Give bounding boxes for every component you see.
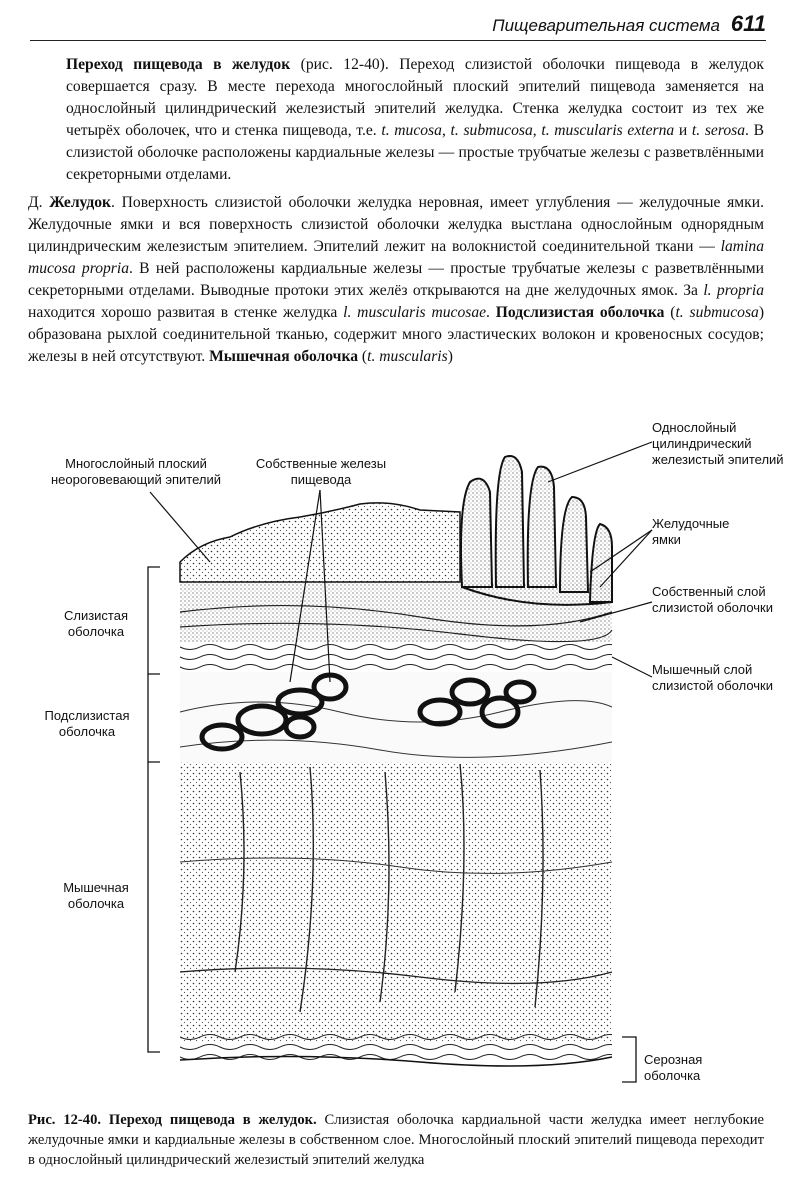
- text-run: . В ней расположены кардиальные железы — простые трубчатые железы с разветвлёнными секреторными отделами. Выводные протоки этих желёз открываются на дне желудочных ямок. За: [28, 260, 764, 299]
- paragraph-transition: [66, 54, 764, 186]
- latin-term: l. muscularis mucosae: [343, 304, 487, 321]
- figure-caption: [28, 1110, 764, 1170]
- text-run: ,: [441, 122, 451, 139]
- latin-term: t. muscularis externa: [541, 122, 675, 139]
- bold-term: Мышечная оболочка: [209, 348, 359, 365]
- histology-figure: [0, 412, 794, 1102]
- caption-label: Рис. 12-40. Переход пищевода в желудок.: [28, 1112, 317, 1128]
- paragraph-stomach: [28, 192, 764, 368]
- latin-term: lamina mucosa propria: [28, 238, 764, 277]
- text-run: находится хорошо развитая в стенке желудка: [28, 304, 344, 321]
- text-run: . В слизистой оболочке расположены кардиальные железы — простые трубчатые железы с разветвлёнными секреторными отделами.: [66, 122, 764, 183]
- latin-term: l. propria: [703, 282, 764, 299]
- text-run: . Поверхность слизистой оболочки желудка неровная, имеет углубления — желудочные ямки. Желудочные ямки и вся поверхность слизистой оболочки желудка выстлана однослойным однорядным цилиндрическим железистым эпителием. Эпителий лежит на волокнистой соединительной ткани —: [28, 194, 764, 255]
- text-run: (: [358, 348, 368, 365]
- latin-term: t. serosa: [691, 122, 745, 139]
- label-gastric-pits: Желудочные ямки: [652, 516, 730, 547]
- latin-term: t. submucosa: [675, 304, 759, 321]
- para-lead: Переход пищевода в желудок: [66, 56, 291, 73]
- running-header: [30, 10, 766, 41]
- latin-term: t. mucosa: [381, 122, 442, 139]
- text-run: (: [664, 304, 676, 321]
- bold-term: Подслизистая оболочка: [495, 304, 665, 321]
- latin-term: t. muscularis: [367, 348, 448, 365]
- text-run: ) образована рыхлой соединительной тканью, содержит много эластических волокон и кровеносных сосудов; железы в ней отсутствуют.: [28, 304, 765, 365]
- para-lead: Желудок: [49, 194, 112, 211]
- section-marker: Д.: [28, 194, 50, 211]
- figure-ref: (рис. 12-40).: [290, 56, 400, 73]
- label-muscularis-mucosae: Мышечный слой слизистой оболочки: [652, 662, 773, 693]
- label-esophageal-glands: Собственные железы пищевода: [255, 456, 387, 487]
- text-run: .: [486, 304, 496, 321]
- label-muscular-layer: Мышечная оболочка: [63, 880, 129, 911]
- label-lamina-propria: Собственный слой слизистой оболочки: [652, 584, 773, 615]
- text-run: ,: [532, 122, 542, 139]
- label-stratified-epithelium: Многослойный плоский неороговевающий эпителий: [51, 456, 221, 487]
- label-submucosa: Подслизистая оболочка: [44, 708, 130, 739]
- text-run: и: [674, 122, 692, 139]
- text-run: Переход слизистой оболочки пищевода в желудок совершается сразу. В месте перехода многослойный плоский эпителий пищевода заменяется на однослойный цилиндрический железистый эпителий желудка. Стенка желудка состоит из тех же четырёх оболочек, что и стенка пищевода, т.е.: [66, 56, 764, 139]
- latin-term: t. submucosa: [450, 122, 533, 139]
- caption-text: Слизистая оболочка кардиальной части желудка имеет неглубокие желудочные ямки и кардиальные железы в собственном слое. Многослойный плоский эпителий пищевода переходит в однослойный цилиндрический железистый эпителий желудка: [28, 1112, 764, 1168]
- label-mucosa: Слизистая оболочка: [63, 608, 129, 639]
- label-columnar-epithelium: Однослойный цилиндрический железистый эпителий: [652, 420, 784, 467]
- page-number: 611: [730, 11, 766, 36]
- label-serosa: Серозная оболочка: [644, 1052, 703, 1083]
- text-run: ): [447, 348, 453, 365]
- running-header-title: Пищеварительная система: [492, 16, 720, 35]
